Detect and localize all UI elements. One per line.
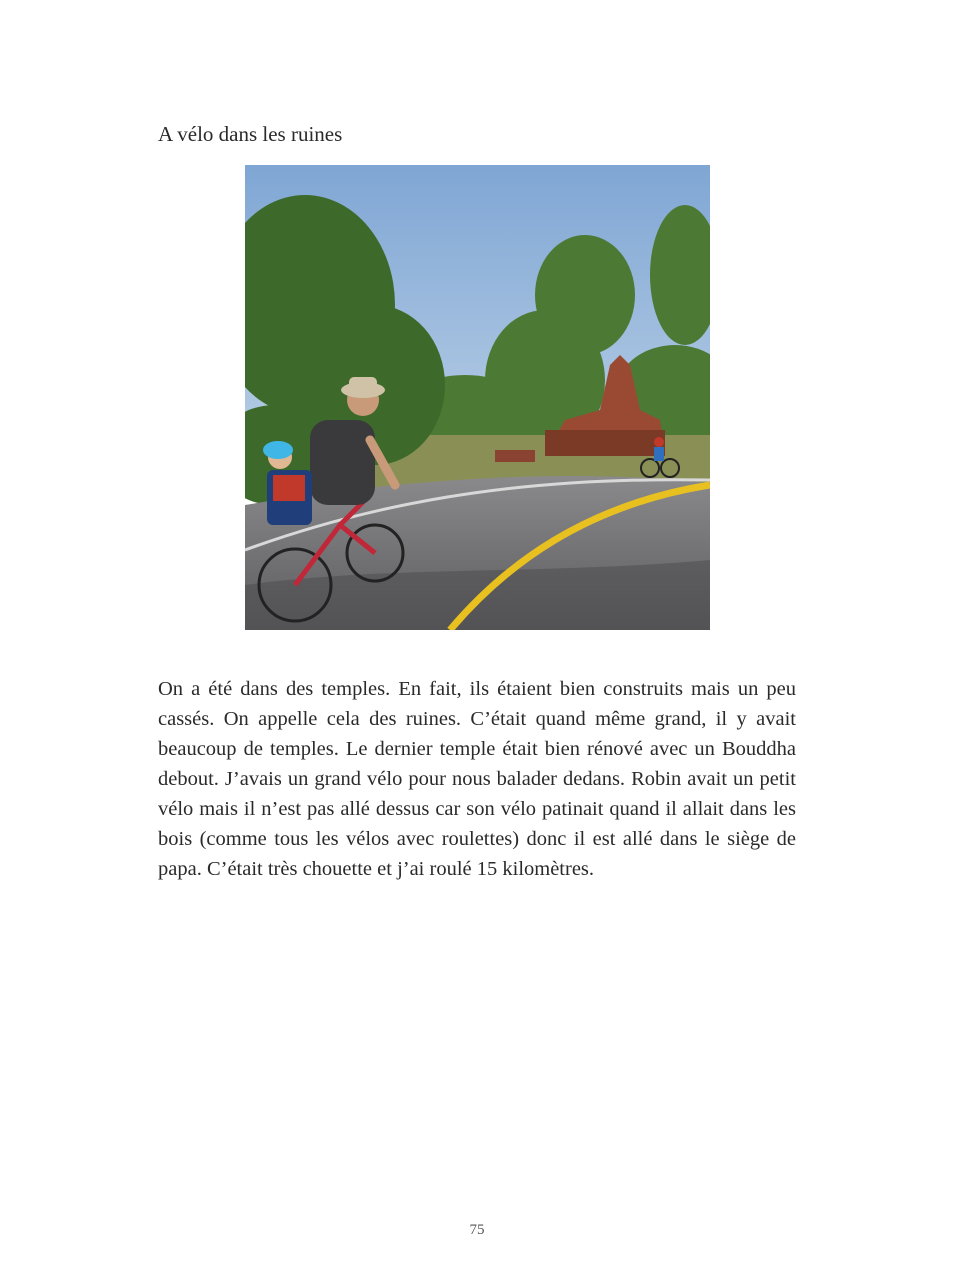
section-title: A vélo dans les ruines [158, 122, 343, 146]
body-paragraph: On a été dans des temples. En fait, ils étaient bien construits mais un peu cassés. On appelle cela des ruines. C’était quand même grand, il y avait beaucoup de temples. Le dernier temple était bien rénové avec un Bouddha debout. J’avais un grand vélo pour nous balader dedans. Robin avait un petit vélo mais il n’est pas allé dessus car son vélo patinait quand il allait dans les bois (comme tous les vélos avec roulettes) donc il est allé dans le siège de papa. C’était très chouette et j’ai roulé 15 kilomètres. [158, 678, 796, 880]
page-number: 75 [469, 1222, 485, 1238]
cycling-photo [245, 165, 710, 630]
